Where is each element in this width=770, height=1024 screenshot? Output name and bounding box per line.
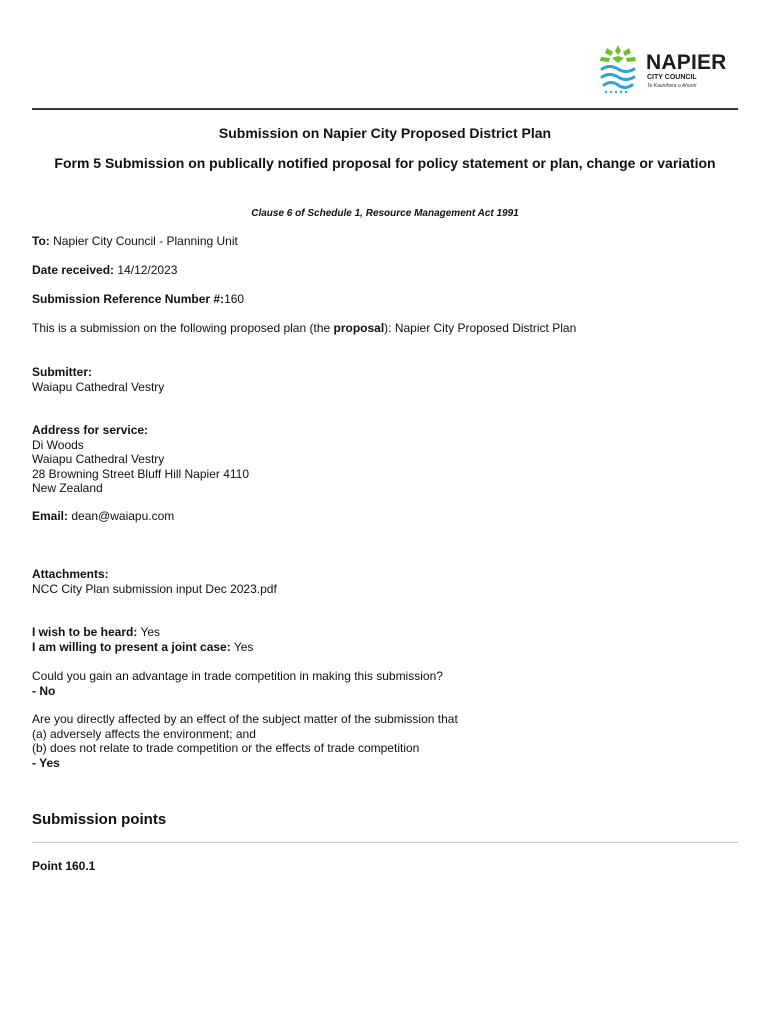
to-label: To: bbox=[32, 234, 50, 248]
to-field bbox=[32, 234, 238, 249]
joint-case-label: I am willing to present a joint case: bbox=[32, 639, 231, 654]
attachments-block bbox=[32, 567, 277, 596]
proposal-prefix: This is a submission on the following proposed plan (the bbox=[32, 321, 334, 335]
hearing-block bbox=[32, 625, 253, 654]
point-label: Point 160.1 bbox=[32, 859, 96, 873]
affected-question-line: Are you directly affected by an effect of the subject matter of the submission that bbox=[32, 712, 458, 726]
email-field bbox=[32, 509, 174, 524]
form-subtitle: Form 5 Submission on publically notified proposal for policy statement or plan, change or variation bbox=[54, 155, 716, 171]
submission-points-heading: Submission points bbox=[32, 811, 167, 828]
proposal-suffix: ): Napier City Proposed District Plan bbox=[384, 321, 577, 335]
trade-question: Could you gain an advantage in trade competition in making this submission? bbox=[32, 669, 443, 683]
council-emblem-icon bbox=[598, 43, 638, 95]
joint-case-value: Yes bbox=[233, 639, 254, 654]
affected-answer: - Yes bbox=[32, 755, 60, 770]
document-title: Submission on Napier City Proposed District Plan bbox=[218, 125, 552, 141]
to-value: Napier City Council - Planning Unit bbox=[53, 234, 238, 248]
logo-subname: CITY COUNCIL bbox=[647, 74, 697, 81]
heard-field bbox=[32, 625, 253, 640]
address-block bbox=[32, 423, 249, 496]
trade-answer: - No bbox=[32, 683, 56, 698]
logo-tagline: Te Kaunihera o Ahuriri bbox=[647, 83, 697, 89]
napier-city-council-logo bbox=[598, 43, 728, 95]
heard-value: Yes bbox=[140, 625, 161, 639]
reference-number-label: Submission Reference Number #: bbox=[32, 292, 225, 306]
reference-number-field bbox=[32, 292, 244, 307]
trade-competition-block bbox=[32, 669, 443, 698]
attachment-filename: NCC City Plan submission input Dec 2023.pdf bbox=[32, 581, 277, 596]
section-divider bbox=[32, 842, 738, 843]
address-line: 28 Browning Street Bluff Hill Napier 4110 bbox=[32, 466, 250, 481]
affected-question-line: (a) adversely affects the environment; and bbox=[32, 726, 256, 741]
address-line: Waiapu Cathedral Vestry bbox=[32, 452, 165, 466]
submitter-value: Waiapu Cathedral Vestry bbox=[32, 379, 165, 394]
directly-affected-block bbox=[32, 712, 458, 770]
affected-question-line: (b) does not relate to trade competition or the effects of trade competition bbox=[32, 741, 420, 755]
logo-name: NAPIER bbox=[646, 51, 727, 74]
joint-case-field bbox=[32, 640, 253, 655]
attachments-label: Attachments: bbox=[32, 567, 109, 581]
proposal-bold: proposal bbox=[333, 321, 385, 335]
submitter-block bbox=[32, 365, 164, 394]
email-label: Email: bbox=[32, 509, 69, 523]
address-line: New Zealand bbox=[32, 481, 103, 495]
proposal-statement bbox=[32, 321, 576, 336]
date-received-label: Date received: bbox=[32, 263, 115, 277]
header-divider bbox=[32, 108, 738, 110]
clause-reference: Clause 6 of Schedule 1, Resource Management Act 1991 bbox=[251, 208, 519, 219]
heard-label: I wish to be heard: bbox=[32, 625, 138, 639]
submitter-label: Submitter: bbox=[32, 365, 92, 379]
email-value: dean@waiapu.com bbox=[71, 509, 175, 523]
reference-number-value: 160 bbox=[224, 292, 245, 306]
date-received-field bbox=[32, 263, 177, 278]
date-received-value: 14/12/2023 bbox=[117, 263, 178, 277]
address-label: Address for service: bbox=[32, 423, 149, 437]
address-line: Di Woods bbox=[32, 437, 84, 452]
